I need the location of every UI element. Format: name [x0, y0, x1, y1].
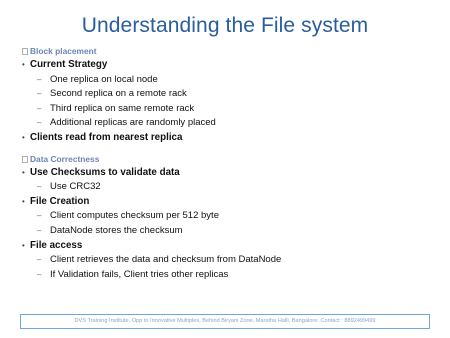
sub-bullet-item: [22, 253, 432, 268]
sub-dash-icon: –: [37, 225, 42, 235]
sub-bullet-label: DataNode stores the checksum: [50, 224, 183, 236]
sub-bullet-item: [22, 209, 432, 224]
sub-bullet-item: [22, 73, 432, 88]
sub-bullet-label: Client retrieves the data and checksum from DataNode: [50, 254, 282, 266]
sub-bullet-label: Use CRC32: [50, 181, 101, 193]
sub-dash-icon: –: [37, 74, 42, 84]
bullet-label: Use Checksums to validate data: [30, 166, 180, 178]
sub-bullet-label: One replica on local node: [50, 73, 158, 85]
sub-bullet-item: [22, 87, 432, 102]
sub-bullet-item: [22, 180, 432, 195]
sub-bullet-item: [22, 102, 432, 117]
bullet-dot-icon: •: [22, 196, 25, 206]
sub-dash-icon: –: [37, 255, 42, 265]
sub-dash-icon: –: [37, 182, 42, 192]
bullet-label: File Creation: [30, 195, 90, 207]
bullet-dot-icon: •: [22, 60, 25, 69]
sub-bullet-label: Additional replicas are randomly placed: [50, 117, 216, 129]
bullet-use-checksums: [22, 166, 432, 181]
heading-marker-icon: [22, 48, 28, 55]
sub-bullet-label: Third replica on same remote rack: [50, 102, 195, 114]
bullet-clients-read: [22, 131, 432, 146]
slide-title: Understanding the File system: [81, 14, 369, 37]
bullet-dot-icon: •: [22, 167, 25, 177]
bullet-file-access: [22, 239, 432, 254]
bullet-file-creation: [22, 195, 432, 210]
sub-bullet-label: If Validation fails, Client tries other replicas: [50, 268, 229, 280]
sub-dash-icon: –: [37, 103, 42, 113]
section-heading-data-correctness: [22, 152, 432, 166]
bullet-label: Current Strategy: [30, 59, 108, 70]
footer-contact-bar: DVS Training Institute, Opp to Innovative Multiplex, Behind Biryani Zone, Maratha Halli, Bangalore. Contact : 8892499499: [20, 314, 430, 329]
bullet-label: File access: [30, 239, 83, 251]
sub-bullet-item: [22, 268, 432, 283]
slide-content: [22, 44, 432, 282]
heading-marker-icon: [22, 156, 28, 163]
bullet-current-strategy: [22, 58, 432, 73]
sub-bullet-item: [22, 224, 432, 239]
section-heading-label: Data Correctness: [30, 153, 100, 164]
sub-bullet-label: Client computes checksum per 512 byte: [50, 210, 219, 222]
sub-dash-icon: –: [37, 211, 42, 221]
bullet-dot-icon: •: [22, 240, 25, 250]
sub-bullet-label: Second replica on a remote rack: [50, 88, 187, 100]
sub-dash-icon: –: [37, 118, 42, 128]
sub-dash-icon: –: [37, 269, 42, 279]
sub-dash-icon: –: [37, 89, 42, 99]
bullet-label: Clients read from nearest replica: [30, 131, 183, 143]
section-heading-block-placement: [22, 44, 432, 58]
sub-bullet-item: [22, 116, 432, 131]
section-heading-label: Block placement: [30, 46, 97, 56]
bullet-dot-icon: •: [22, 132, 25, 142]
